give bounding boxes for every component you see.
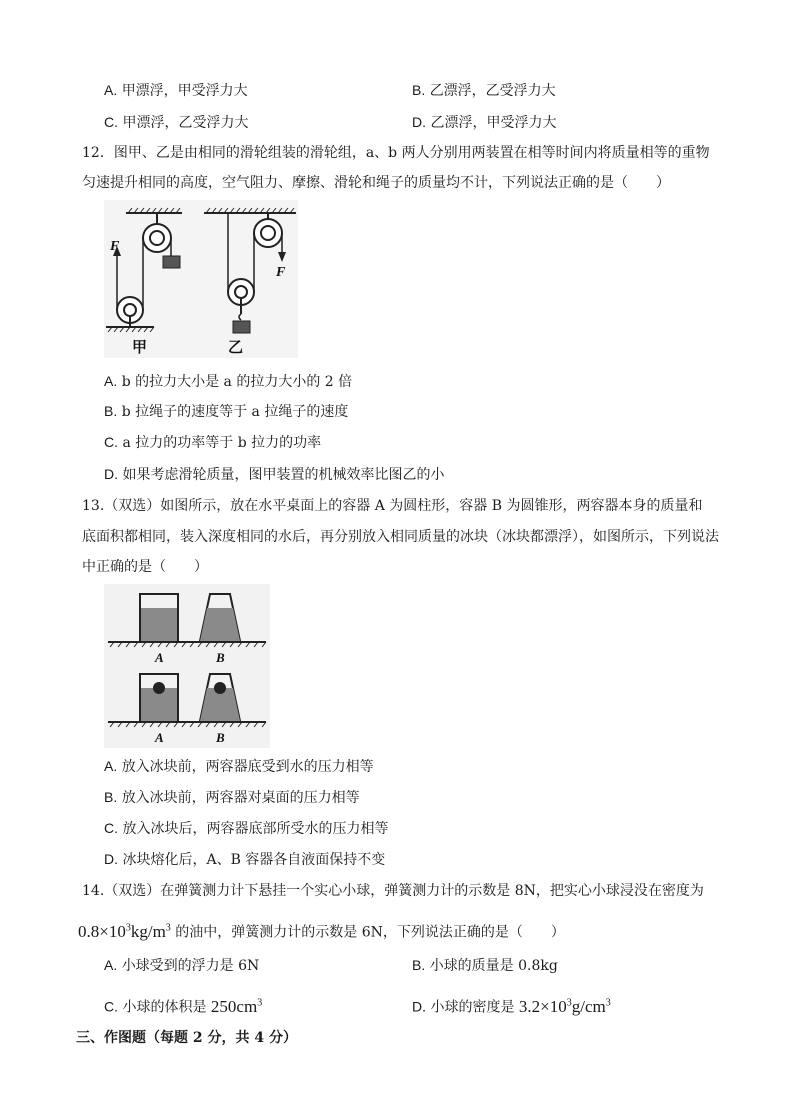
- q13-option-d: D. 冰块熔化后，A、B 容器各自液面保持不变: [104, 851, 386, 868]
- container-b-label-top: B: [216, 650, 225, 665]
- q14-option-a: A. 小球受到的浮力是 6N: [104, 957, 260, 974]
- q11-option-b: B. 乙漂浮，乙受浮力大: [412, 82, 556, 99]
- q11-option-c: C. 甲漂浮，乙受浮力大: [104, 114, 249, 131]
- q14-option-d: D. 小球的密度是 $3.2\times 10^3g/cm^3$: [412, 996, 611, 1016]
- container-b-label-bottom: B: [216, 730, 225, 745]
- q13-stem-line3: 中正确的是（ ）: [82, 559, 208, 575]
- q12-option-d: D. 如果考虑滑轮质量，图甲装置的机械效率比图乙的小: [104, 466, 445, 483]
- q14-stem-line2: $0.8\times 10^3kg/m^3$ 的油中，弹簧测力计的示数是 6N，下列说法正确的是（ ）: [78, 921, 565, 941]
- figure-label-yi: 乙: [228, 340, 244, 356]
- q12-option-b: B. b 拉绳子的速度等于 a 拉绳子的速度: [104, 403, 349, 420]
- containers-figure: [104, 584, 270, 748]
- q14-option-c: C. 小球的体积是 $250cm^3$: [104, 996, 263, 1016]
- density-formula: $0.8\times 10^3kg/m^3$: [78, 921, 171, 941]
- force-label-left: F: [110, 239, 120, 254]
- q14-option-b: B. 小球的质量是 0.8kg: [412, 957, 558, 974]
- q13-option-c: C. 放入冰块后，两容器底部所受水的压力相等: [104, 820, 389, 837]
- q13-stem-line2: 底面积都相同，装入深度相同的水后，再分别放入相同质量的冰块（冰块都漂浮），如图所示，下列说法: [82, 529, 719, 545]
- q12-option-a: A. b 的拉力大小是 a 的拉力大小的 2 倍: [104, 373, 353, 390]
- q13-option-a: A. 放入冰块前，两容器底受到水的压力相等: [104, 758, 374, 775]
- force-label-right: F: [276, 265, 286, 280]
- q14-stem-line1: 14.（双选）在弹簧测力计下悬挂一个实心小球，弹簧测力计的示数是 8N，把实心小球浸没在密度为: [82, 883, 704, 899]
- q12-stem-line1: 12．图甲、乙是由相同的滑轮组装的滑轮组，a、b 两人分别用两装置在相等时间内将质量相等的重物: [82, 145, 710, 161]
- q11-option-a: A. 甲漂浮，甲受浮力大: [104, 82, 248, 99]
- container-a-label-top: A: [155, 650, 164, 665]
- container-a-label-bottom: A: [155, 730, 164, 745]
- q12-stem-line2: 匀速提升相同的高度，空气阻力、摩擦、滑轮和绳子的质量均不计，下列说法正确的是（ ）: [82, 175, 670, 191]
- q13-option-b: B. 放入冰块前，两容器对桌面的压力相等: [104, 789, 360, 806]
- figure-label-jia: 甲: [132, 340, 148, 356]
- q12-option-c: C. a 拉力的功率等于 b 拉力的功率: [104, 434, 322, 451]
- pulley-figure: [104, 200, 298, 358]
- q11-option-d: D. 乙漂浮，甲受浮力大: [412, 114, 557, 131]
- q13-stem-line1: 13.（双选）如图所示，放在水平桌面上的容器 A 为圆柱形，容器 B 为圆锥形，两容器本身的质量和: [82, 498, 703, 514]
- section-3-title: 三、作图题（每题 2 分，共 4 分）: [76, 1030, 297, 1046]
